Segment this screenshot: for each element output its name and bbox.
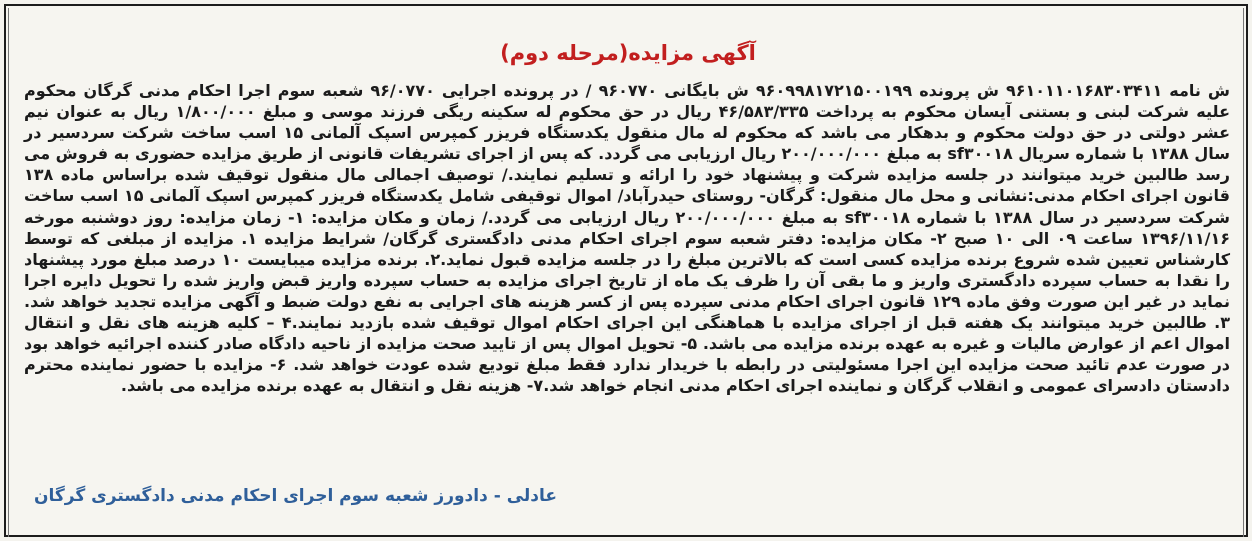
right-border-line [1243,8,1244,537]
notice-body: ش نامه ۹۶۱۰۱۱۰۱۶۸۳۰۳۴۱۱ ش پرونده ۹۶۰۹۹۸۱۷۲۱۵۰۰۱۹۹ ش بایگانی ۹۶۰۷۷۰ / در پرونده اجرایی ۹۶/۰۷۷۰ شعبه سوم اجرا احکام مدنی گرگان محکوم علیه شرکت لبنی و بستنی آیسان محکوم به پرداخت ۴۶/۵۸۳/۳۳۵ ریال در حق محکوم له سکینه ریگی فرزند موسی و مبلغ ۱/۸۰۰/۰۰۰ ریال به عنوان نیم عشر دولتی در حق دولت محکوم و بدهکار می باشد که محکوم له مال منقول یکدستگاه فریزر کمپرس اسپک آلمانی ۱۵ اسب ساخت شرکت سردسیر در سال ۱۳۸۸ با شماره سریال sf۳۰۰۱۸ به مبلغ ۲۰۰/۰۰۰/۰۰۰ ریال ارزیابی می گردد. که پس از اجرای تشریفات قانونی از طریق مزایده حضوری به فروش می رسد طالبین خرید میتوانند در جلسه مزایده شرکت و پیشنهاد خود را ارائه و تسلیم نمایند./ توصیف اجمالی مال منقول توقیف شده براساس ماده ۱۳۸ قانون اجرای احکام مدنی:نشانی و محل مال منقول: گرگان- روستای حیدرآباد/ اموال توقیفی شامل یکدستگاه فریزر کمپرس اسپک آلمانی ۱۵ اسب ساخت شرکت سردسیر در سال ۱۳۸۸ با شماره sf۳۰۰۱۸ به مبلغ ۲۰۰/۰۰۰/۰۰۰ ریال ارزیابی می گردد./ زمان و مکان مزایده: ۱- زمان مزایده: روز دوشنبه مورخه ۱۳۹۶/۱۱/۱۶ ساعت ۰۹ الی ۱۰ صبح ۲- مکان مزایده: دفتر شعبه سوم اجرای احکام مدنی دادگستری گرگان/ شرایط مزایده ۱. مزایده از مبلغی که توسط کارشناس تعیین شده شروع برنده مزایده کسی است که بالاترین مبلغ را در جلسه مزایده قبول نماید.۲. برنده مزایده میبایست ۱۰ درصد مبلغ مورد پیشنهاد را نقدا به حساب سپرده دادگستری واریز و ما بقی آن را ظرف یک ماه از تاریخ اجرای مزایده به حساب سپرده واریز قبض واریز شده را تحویل دایره اجرا نماید در غیر این صورت وفق ماده ۱۲۹ قانون اجرای احکام مدنی سپرده پس از کسر هزینه های اجرایی به نفع دولت ضبط و آگهی مزایده تجدید خواهد شد. ۳. طالبین خرید میتوانند یک هفته قبل از اجرای مزایده با هماهنگی این اجرای احکام اموال توقیف شده بازدید نمایند.۴ – کلیه هزینه های نقل و انتقال اموال اعم از عوارض مالیات و غیره به عهده برنده مزایده می باشد. ۵- تحویل اموال پس از تایید صحت مزایده از ناحیه دادگاه صادر کننده اجرائیه خواهد بود در صورت عدم تائید صحت مزایده این اجرا مسئولیتی در رابطه با خریدار ندارد فقط مبلغ تودیع شده عودت خواهد شد. ۶- مزایده با حضور نماینده محترم دادستان دادسرای عمومی و انقلاب گرگان و نماینده اجرای احکام مدنی انجام خواهد شد.۷- هزینه نقل و انتقال به عهده برنده مزایده می باشد. [24,81,1231,396]
notice-signature: عادلی - دادورز شعبه سوم اجرای احکام مدنی دادگستری گرگان [34,486,558,506]
left-border-line [8,8,9,537]
notice-frame [4,4,1248,537]
notice-title: آگهی مزایده(مرحله دوم) [500,41,756,65]
